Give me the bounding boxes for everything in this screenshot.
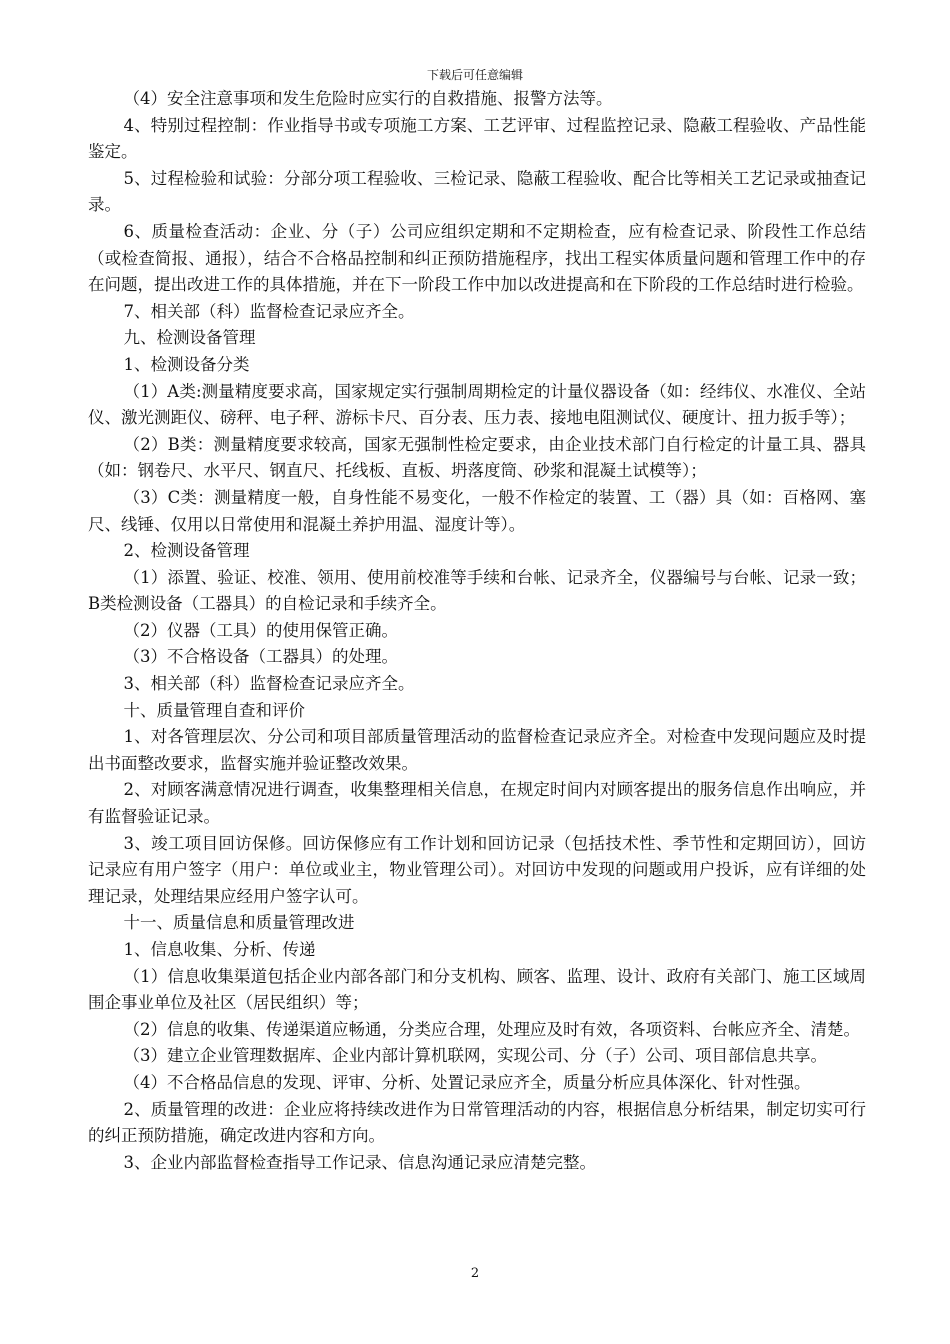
page-number: 2 <box>470 1266 480 1281</box>
paragraph: 3、竣工项目回访保修。回访保修应有工作计划和回访记录（包括技术性、季节性和定期回访），回访记录应有用户签字（用户：单位或业主，物业管理公司）。对回访中发现的问题或用户投诉，应有详细的处理记录，处理结果应经用户签字认可。 <box>88 833 866 906</box>
page-header-note: 下载后可任意编辑 <box>426 68 523 82</box>
document-body <box>88 86 866 1176</box>
paragraph: （1）信息收集渠道包括企业内部各部门和分支机构、顾客、监理、设计、政府有关部门、施工区域周围企事业单位及社区（居民组织）等； <box>88 966 866 1013</box>
subsection-heading: 1、信息收集、分析、传递 <box>123 940 316 959</box>
paragraph: 3、企业内部监督检查指导工作记录、信息沟通记录应清楚完整。 <box>123 1152 596 1172</box>
paragraph: （2）信息的收集、传递渠道应畅通，分类应合理，处理应及时有效，各项资料、台帐应齐全、清楚。 <box>123 1019 860 1039</box>
paragraph: （2）仪器（工具）的使用保管正确。 <box>123 620 398 640</box>
paragraph: （1）A类:测量精度要求高，国家规定实行强制周期检定的计量仪器设备（如：经纬仪、水准仪、全站仪、激光测距仪、磅秤、电子秤、游标卡尺、百分表、压力表、接地电阻测试仪、硬度计、扭力扳手等）； <box>88 381 866 428</box>
section-heading: 九、检测设备管理 <box>123 328 256 348</box>
paragraph: 7、相关部（科）监督检查记录应齐全。 <box>123 301 415 321</box>
paragraph: （3）不合格设备（工器具）的处理。 <box>123 647 398 667</box>
paragraph: 5、过程检验和试验：分部分项工程验收、三检记录、隐蔽工程验收、配合比等相关工艺记录或抽查记录。 <box>88 168 866 215</box>
section-heading: 十、质量管理自查和评价 <box>123 700 305 720</box>
paragraph: 4、特别过程控制：作业指导书或专项施工方案、工艺评审、过程监控记录、隐蔽工程验收、产品性能鉴定。 <box>88 115 866 162</box>
paragraph: （3）建立企业管理数据库、企业内部计算机联网，实现公司、分（子）公司、项目部信息共享。 <box>123 1046 827 1066</box>
paragraph: （1）添置、验证、校准、领用、使用前校准等手续和台帐、记录齐全，仪器编号与台帐、记录一致；B类检测设备（工器具）的自检记录和手续齐全。 <box>88 567 866 614</box>
paragraph: 6、质量检查活动：企业、分（子）公司应组织定期和不定期检查，应有检查记录、阶段性工作总结（或检查简报、通报），结合不合格品控制和纠正预防措施程序，找出工程实体质量问题和管理工作中的存在问题，提出改进工作的具体措施，并在下一阶段工作中加以改进提高和在下阶段的工作总结时进行检验。 <box>88 221 866 295</box>
paragraph: 1、对各管理层次、分公司和项目部质量管理活动的监督检查记录应齐全。对检查中发现问题应及时提出书面整改要求，监督实施并验证整改效果。 <box>88 727 866 773</box>
paragraph: 2、质量管理的改进：企业应将持续改进作为日常管理活动的内容，根据信息分析结果，制定切实可行的纠正预防措施，确定改进内容和方向。 <box>88 1099 866 1146</box>
section-heading: 十一、质量信息和质量管理改进 <box>123 913 355 933</box>
paragraph: 2、对顾客满意情况进行调查，收集整理相关信息，在规定时间内对顾客提出的服务信息作出响应，并有监督验证记录。 <box>88 780 866 827</box>
subsection-heading: 1、检测设备分类 <box>123 354 250 374</box>
paragraph: （4）安全注意事项和发生危险时应实行的自救措施、报警方法等。 <box>123 89 613 108</box>
paragraph: （4）不合格品信息的发现、评审、分析、处置记录应齐全，质量分析应具体深化、针对性强。 <box>123 1072 811 1092</box>
paragraph: （2）B类：测量精度要求较高，国家无强制性检定要求，由企业技术部门自行检定的计量工具、器具（如：钢卷尺、水平尺、钢直尺、托线板、直板、坍落度筒、砂浆和混凝土试模等）； <box>88 434 866 481</box>
paragraph: 3、相关部（科）监督检查记录应齐全。 <box>123 674 415 694</box>
paragraph: （3）C类：测量精度一般，自身性能不易变化，一般不作检定的装置、工（器）具（如：百格网、塞尺、线锤、仅用以日常使用和混凝土养护用温、湿度计等）。 <box>88 487 866 534</box>
subsection-heading: 2、检测设备管理 <box>123 541 250 561</box>
